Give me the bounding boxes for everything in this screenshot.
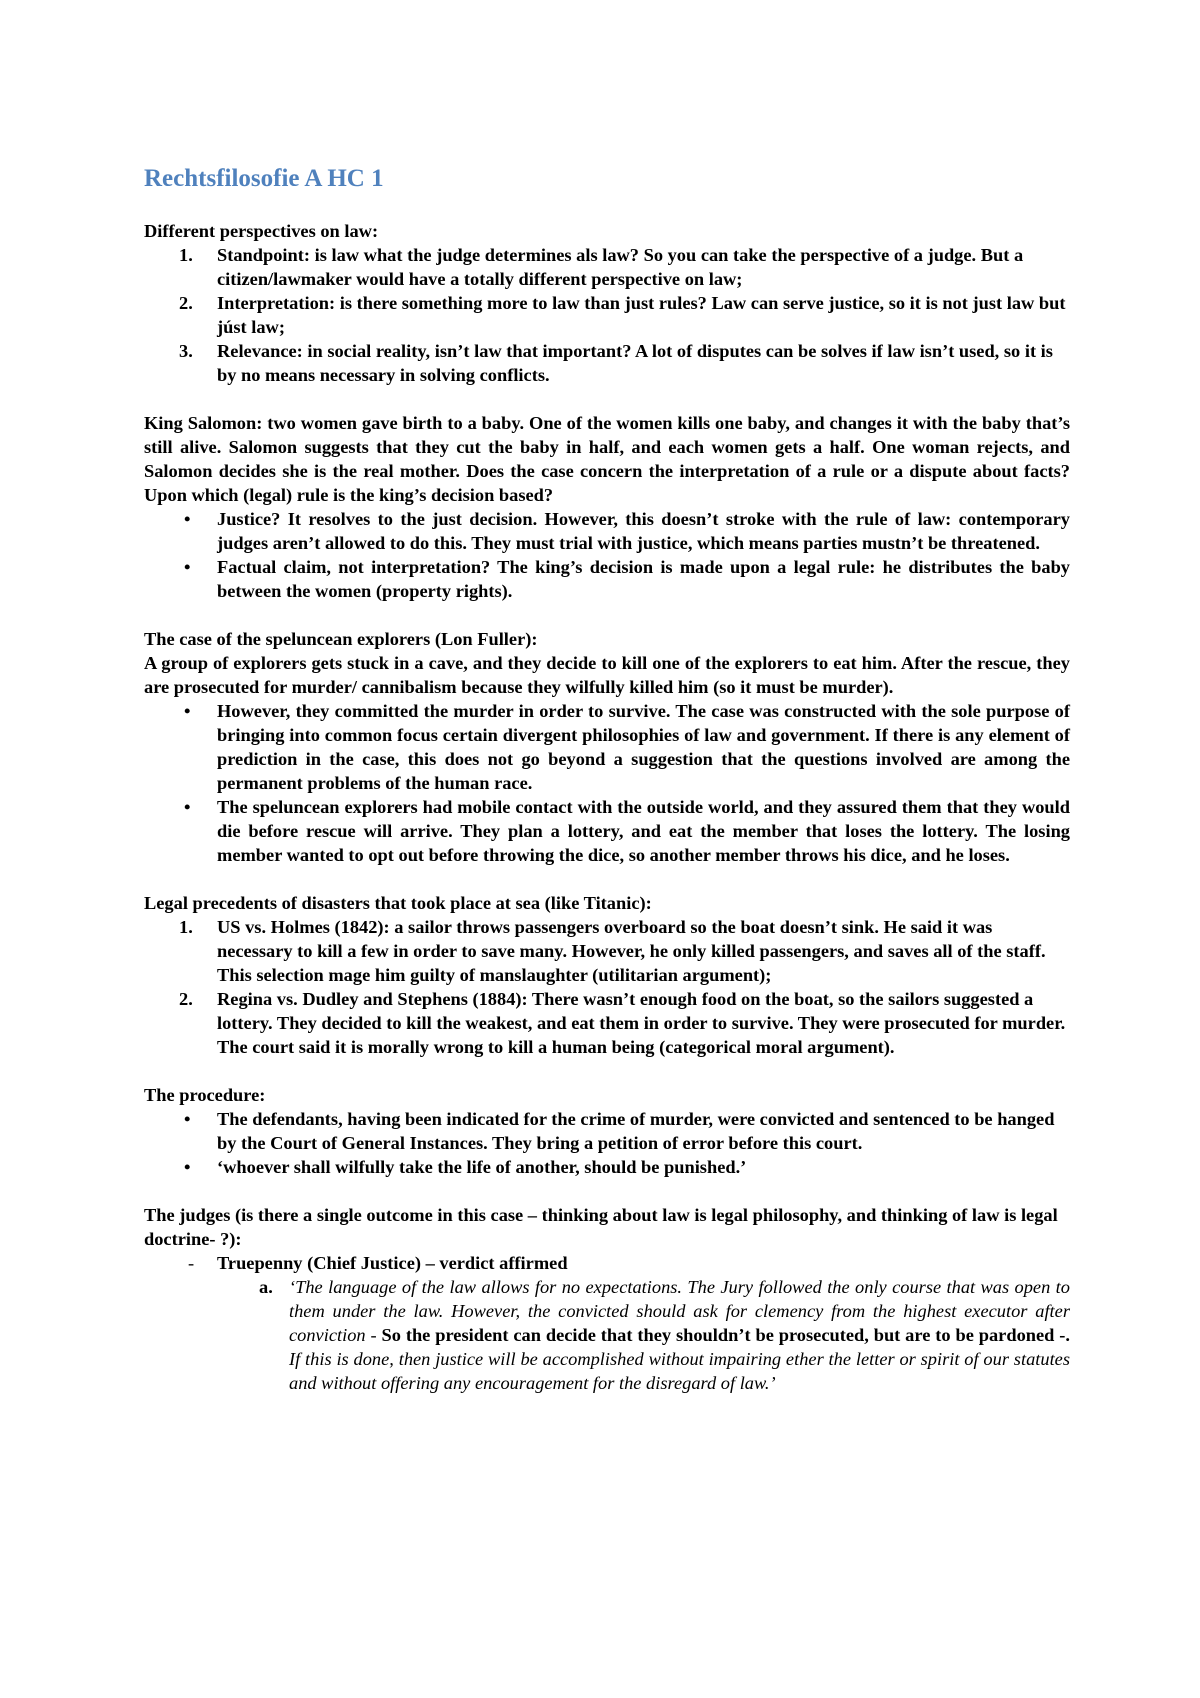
- list-number: 2.: [179, 989, 193, 1009]
- sub-list-item: [144, 1275, 1070, 1395]
- judge-sublist: [217, 1275, 1070, 1395]
- list-item-text: Justice? It resolves to the just decision. However, this doesn’t stroke with the rule of law: contemporary judges aren’t allowed to do this. They must trial with justice, which means parties mustn’t be threatened.: [217, 509, 1070, 553]
- list-item: [144, 555, 1070, 603]
- list-item: [144, 1155, 1070, 1179]
- bullet-marker: •: [184, 509, 191, 529]
- salomon-section: [144, 411, 1070, 603]
- procedure-heading: The procedure:: [144, 1085, 266, 1105]
- list-number: 3.: [179, 341, 193, 361]
- bullet-marker: •: [184, 557, 191, 577]
- bullet-marker: •: [184, 1109, 191, 1129]
- list-item-text: Regina vs. Dudley and Stephens (1884): There wasn’t enough food on the boat, so the sailors suggested a lottery. They decided to kill the weakest, and eat them in order to survive. They were prosecuted for murder. The court said it is morally wrong to kill a human being (categorical moral argument).: [217, 989, 1066, 1057]
- speluncean-heading: The case of the speluncean explorers (Lon Fuller):: [144, 629, 538, 649]
- judges-section: [144, 1203, 1070, 1395]
- precedents-heading: Legal precedents of disasters that took place at sea (like Titanic):: [144, 893, 652, 913]
- list-item-text: Factual claim, not interpretation? The king’s decision is made upon a legal rule: he distributes the baby between the women (property rights).: [217, 557, 1070, 601]
- list-item-text: US vs. Holmes (1842): a sailor throws passengers overboard so the boat doesn’t sink. He said it was necessary to kill a few in order to save many. However, he only killed passengers, and saves all of the staff. This selection mage him guilty of manslaughter (utilitarian argument);: [217, 917, 1046, 985]
- list-item: [144, 1107, 1070, 1155]
- bullet-marker: •: [184, 701, 191, 721]
- list-item-text: Interpretation: is there something more to law than just rules? Law can serve justice, so it is not just law but júst law;: [217, 293, 1066, 337]
- perspectives-list: [144, 243, 1070, 387]
- list-item-text: However, they committed the murder in order to survive. The case was constructed with the sole purpose of bringing into common focus certain divergent philosophies of law and government. If there is any element of prediction in the case, this does not go beyond a suggestion that the questions involved are among the permanent problems of the human race.: [217, 701, 1070, 793]
- judge-item: [144, 1251, 1070, 1395]
- speluncean-bullets: [144, 699, 1070, 867]
- list-number: 1.: [179, 245, 193, 265]
- list-item: [144, 795, 1070, 867]
- list-item: [144, 339, 1070, 387]
- judges-heading: The judges (is there a single outcome in this case – thinking about law is legal philosophy, and thinking of law is legal doctrine- ?):: [144, 1205, 1058, 1249]
- sub-list-marker: a.: [259, 1277, 273, 1297]
- list-item: [144, 987, 1070, 1059]
- list-item-text: Relevance: in social reality, isn’t law that important? A lot of disputes can be solves if law isn’t used, so it is by no means necessary in solving conflicts.: [217, 341, 1053, 385]
- list-item: [144, 915, 1070, 987]
- list-number: 1.: [179, 917, 193, 937]
- list-item: [144, 243, 1070, 291]
- judges-list: [144, 1251, 1070, 1395]
- document-title: Rechtsfilosofie A HC 1: [144, 165, 384, 192]
- precedents-section: [144, 891, 1070, 1059]
- precedents-list: [144, 915, 1070, 1059]
- list-number: 2.: [179, 293, 193, 313]
- quote-text-bold: So the president can decide that they shouldn’t be prosecuted, but are to be pardoned -.: [381, 1325, 1070, 1345]
- list-item: [144, 699, 1070, 795]
- dash-marker: -: [188, 1253, 195, 1273]
- perspectives-section: [144, 219, 1070, 387]
- list-item-text: The defendants, having been indicated for the crime of murder, were convicted and sentenced to be hanged by the Court of General Instances. They bring a petition of error before this court.: [217, 1109, 1055, 1153]
- quote-text-italic: ‘The language of the law allows for no expectations. The Jury followed the only course that was open to them under the law. However, the convicted should ask for clemency from the highest executor after conviction -: [289, 1277, 1070, 1345]
- list-item-text: ‘whoever shall wilfully take the life of another, should be punished.’: [217, 1157, 747, 1177]
- perspectives-heading: Different perspectives on law:: [144, 221, 379, 241]
- list-item-text: The speluncean explorers had mobile contact with the outside world, and they assured them that they would die before rescue will arrive. They plan a lottery, and eat the member that loses the lottery. The losing member wanted to opt out before throwing the dice, so another member throws his dice, and he loses.: [217, 797, 1070, 865]
- salomon-bullets: [144, 507, 1070, 603]
- procedure-bullets: [144, 1107, 1070, 1179]
- document-body: [144, 162, 1070, 1395]
- judge-label: Truepenny (Chief Justice) – verdict affirmed: [217, 1253, 568, 1273]
- list-item: [144, 507, 1070, 555]
- bullet-marker: •: [184, 797, 191, 817]
- bullet-marker: •: [184, 1157, 191, 1177]
- list-item-text: Standpoint: is law what the judge determines als law? So you can take the perspective of a judge. But a citizen/lawmaker would have a totally different perspective on law;: [217, 245, 1024, 289]
- list-item: [144, 291, 1070, 339]
- procedure-section: [144, 1083, 1070, 1179]
- salomon-intro: King Salomon: two women gave birth to a baby. One of the women kills one baby, and changes it with the baby that’s still alive. Salomon suggests that they cut the baby in half, and each women gets a half. One woman rejects, and Salomon decides she is the real mother. Does the case concern the interpretation of a rule or a dispute about facts? Upon which (legal) rule is the king’s decision based?: [144, 413, 1070, 505]
- speluncean-intro: A group of explorers gets stuck in a cave, and they decide to kill one of the explorers to eat him. After the rescue, they are prosecuted for murder/ cannibalism because they wilfully killed him (so it must be murder).: [144, 653, 1070, 697]
- speluncean-section: [144, 627, 1070, 867]
- quote-text-italic: If this is done, then justice will be accomplished without impairing ether the letter or spirit of our statutes and without offering any encouragement for the disregard of law.’: [289, 1349, 1070, 1393]
